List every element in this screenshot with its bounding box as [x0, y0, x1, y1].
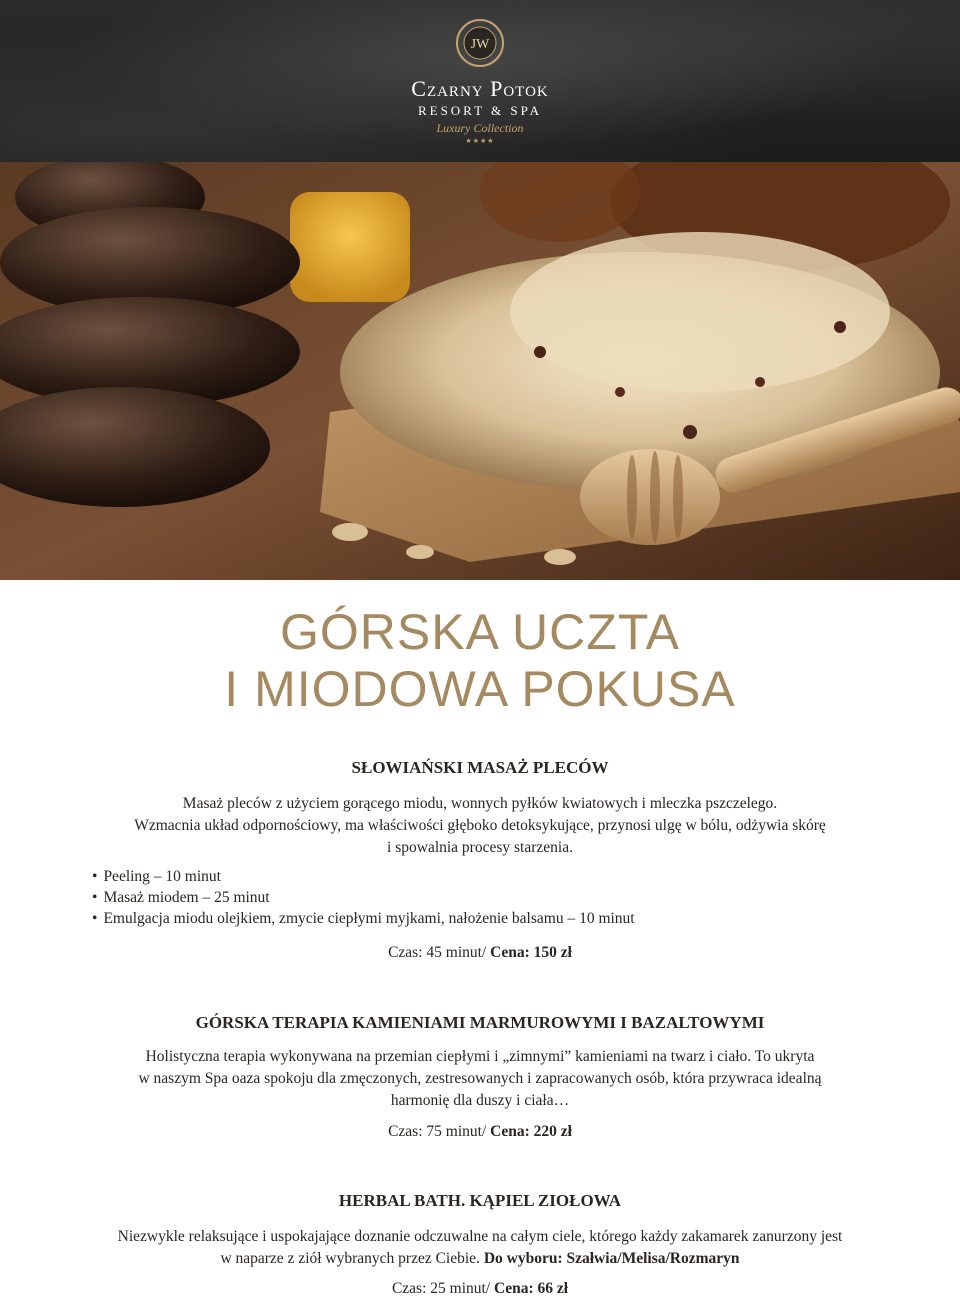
- price-text: Cena: 220 zł: [490, 1123, 572, 1140]
- section-heading-massage: SŁOWIAŃSKI MASAŻ PLECÓW: [351, 758, 609, 777]
- brand-name: Czarny Potok: [411, 76, 549, 101]
- description-line: Wzmacnia układ odpornościowy, ma właściwości głęboko detoksykujące, przynosi ulgę w bólu, odżywia skórę: [134, 817, 826, 834]
- brand-collection: Luxury Collection: [436, 121, 524, 135]
- page-title-line-1: GÓRSKA UCZTA: [279, 604, 680, 660]
- description-line: [40, 1248, 920, 1270]
- list-item: • Peeling – 10 minut: [92, 866, 892, 887]
- hero-photo-oats-honey-stones: [0, 162, 960, 580]
- brand-subtitle: RESORT & SPA: [417, 103, 543, 118]
- list-item: • Emulgacja miodu olejkiem, zmycie ciepłymi myjkami, nałożenie balsamu – 10 minut: [92, 908, 892, 929]
- section-heading-herbal-bath: HERBAL BATH. KĄPIEL ZIOŁOWA: [338, 1191, 622, 1210]
- description-line: i spowalnia procesy starzenia.: [387, 839, 573, 856]
- treatment-steps-list: [92, 866, 892, 929]
- section-description-stone-therapy: [60, 1046, 900, 1112]
- description-line-part: w naparze z ziół wybranych przez Ciebie.: [220, 1250, 484, 1267]
- list-item: • Masaż miodem – 25 minut: [92, 887, 892, 908]
- duration-text: Czas: 25 minut/: [391, 1280, 494, 1297]
- price-text: Cena: 150 zł: [490, 944, 572, 961]
- jw-emblem-logo: [455, 18, 505, 68]
- header-banner: [0, 0, 960, 162]
- description-line: Niezwykle relaksujące i uspokajające doznanie odczuwalne na całym ciele, którego każdy zakamarek zanurzony jest: [117, 1228, 843, 1245]
- time-price-massage: [0, 944, 960, 962]
- duration-text: Czas: 45 minut/: [388, 944, 491, 961]
- section-description-herbal-bath: [40, 1226, 920, 1270]
- description-line: Holistyczna terapia wykonywana na przemian ciepłymi i „zimnymi” kamieniami na twarz i ciało. To ukryta: [145, 1048, 815, 1065]
- emblem-text: JW: [470, 37, 490, 52]
- description-line: Masaż pleców z użyciem gorącego miodu, wonnych pyłków kwiatowych i mleczka pszczelego.: [182, 795, 778, 812]
- brand-stars: ★★★★: [465, 137, 495, 145]
- duration-text: Czas: 75 minut/: [388, 1123, 491, 1140]
- time-price-stone-therapy: [0, 1123, 960, 1141]
- description-line: harmonię dla duszy i ciała…: [390, 1092, 570, 1109]
- price-text: Cena: 66 zł: [494, 1280, 569, 1297]
- choice-text: Do wyboru: Szałwia/Melisa/Rozmaryn: [483, 1250, 740, 1267]
- description-line: w naszym Spa oaza spokoju dla zmęczonych, zestresowanych i zapracowanych osób, która przywraca idealną: [138, 1070, 822, 1087]
- section-description-massage: [60, 793, 900, 859]
- time-price-herbal-bath: [0, 1280, 960, 1298]
- page-title-line-2: I MIODOWA POKUSA: [224, 661, 736, 717]
- section-heading-stone-therapy: GÓRSKA TERAPIA KAMIENIAMI MARMUROWYMI I BAZALTOWYMI: [195, 1013, 765, 1032]
